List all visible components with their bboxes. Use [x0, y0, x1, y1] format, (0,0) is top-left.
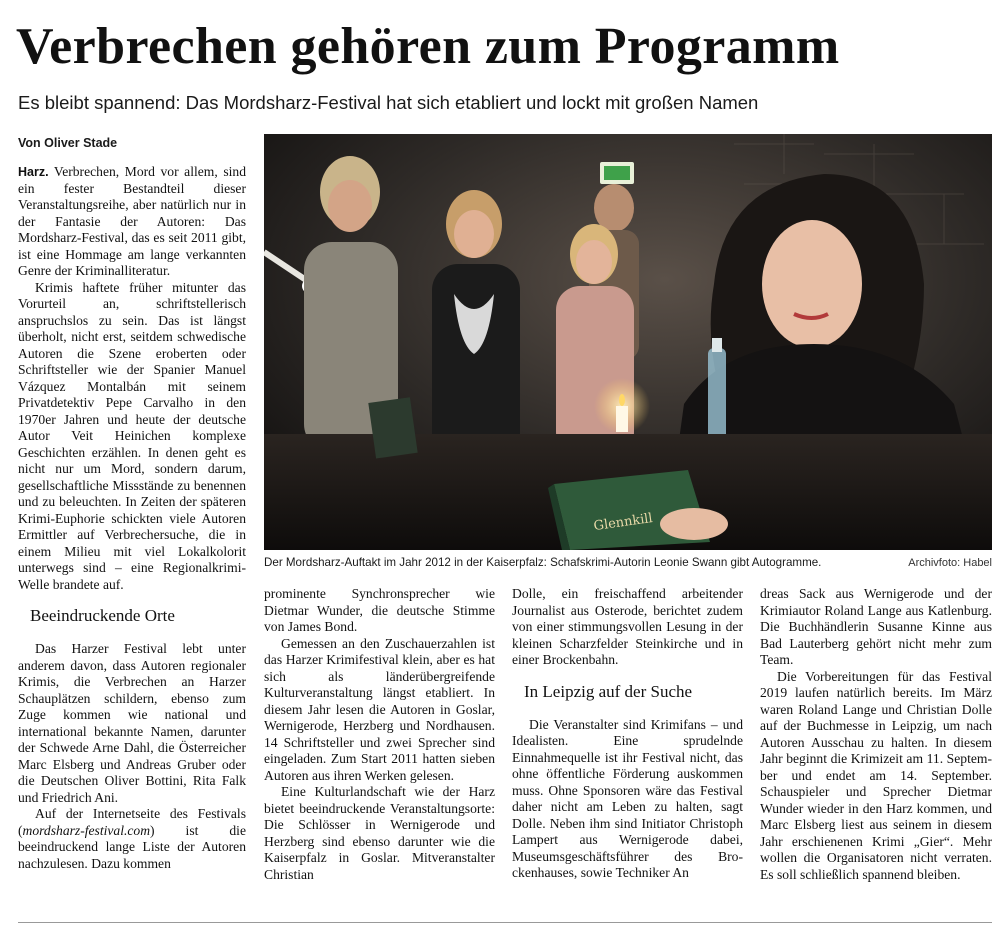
paragraph: Eine Kulturlandschaft wie der Harz bietet beeindruckende Veranstaltungsorte: Die Schlösser in Wernigerode und Herzberg sind ebenso darunter wie die Kaiserpfalz in Goslar. Mitveranstalter Christian — [264, 784, 495, 882]
candle-icon — [594, 378, 650, 434]
photo-illustration — [264, 134, 992, 550]
text-column-3 — [512, 586, 743, 882]
bottle-icon — [708, 338, 726, 448]
article-photo — [264, 134, 992, 550]
website-reference: mordsharz-festival.com — [22, 822, 151, 838]
text-column-1 — [18, 164, 246, 872]
byline: Von Oliver Stade — [18, 136, 118, 150]
paragraph — [18, 806, 246, 872]
book-title: Glennkill — [592, 511, 654, 535]
paragraph: Das Harzer Festival lebt unter anderem davon, dass Autoren regionaler Krimis, die Verbrechen an Harzer Schauplätzen schildern, ebenso zum Zuge kommen wie national und international bekannte Namen, darunter der Schwede Arne Dahl, die Österreicher Marc Elsberg und Andreas Gruber oder die Deutschen Oliver Bottini, Rita Falk und Friedrich Ani. — [18, 641, 246, 805]
paragraph: Die Vorbereitungen für das Festival 2019 laufen natürlich bereits. Im März waren Roland Lange und Christian Dolle auf der Buchmesse in Leipzig, um nach Autoren Ausschau zu halten. In diesem Jahr beginnt die Krimizeit am 11. September und endet am 14. September. Schauspieler und Sprecher Dietmar Wunder wieder in den Harz kommen, und Marc Elsberg liest aus seinem in diesem Jahr erschienenen Krimi „Gier“. Mehr wollen die Organisatoren nicht verraten. Es soll schließlich spannend bleiben. — [760, 668, 992, 882]
section-heading: Beeindruckende Orte — [30, 606, 175, 625]
photo-caption — [264, 554, 992, 572]
text-column-4 — [760, 586, 992, 883]
paragraph-text: ) ist die beeindruckend lange Liste der Autoren nachzulesen. Dazu kommen — [18, 822, 246, 871]
section-heading: In Leipzig auf der Suche — [524, 681, 693, 701]
dateline: Harz. — [18, 165, 49, 179]
paragraph-text: Auf der Internetseite des Festivals ( — [18, 806, 246, 838]
paragraph: dreas Sack aus Wernigerode und der Krimiautor Roland Lange aus Katlenburg. Die Buchhändlerin Susanne Kinne aus Bad Lauterberg gehört nicht mehr zum Team. — [760, 586, 992, 667]
paragraph-text: Verbrechen, Mord vor allem, sind ein fester Bestandteil dieser Veranstaltungsreihe, aber natürlich nur in der Fantasie der Autoren: Das Mordsharz-Festival, das es seit 2011 gibt, ist eine Hommage am lange verkannten Genre der Kriminalliteratur. — [18, 164, 246, 278]
paragraph: prominente Synchronsprecher wie Dietmar Wunder, die deutsche Stimme von James Bond. — [264, 586, 495, 634]
bottom-rule — [18, 922, 992, 923]
subheadline: Es bleibt spannend: Das Mordsharz-Festival hat sich etabliert und lockt mit großen Namen — [18, 92, 759, 113]
text-column-2 — [264, 586, 495, 883]
paragraph: Die Veranstalter sind Krimifans – und Idealisten. Eine sprudelnde Einnahmequelle ist ihr Festival nicht, das ohne öffentliche Förderung auskommen muss. Ohne Sponsoren wäre das Festival daher nicht am Leben zu halten, sagt Dolle. Neben ihm sind Initiator Christoph Lampert aus Wernigerode dabei, Museumsgeschäftsführer des Brockenhauses, sowie Techniker An — [512, 716, 743, 880]
hand — [660, 508, 728, 540]
headline: Verbrechen gehören zum Programm — [16, 18, 840, 75]
paragraph: Gemessen an den Zuschauerzahlen ist das Harzer Krimifestival klein, aber es hat sich als länderübergreifende Kulturveranstaltung längst etabliert. In diesem Jahr lesen die Autoren in Goslar, Wernigerode, Herzberg und Nordhausen. 14 Schriftsteller und zwei Sprecher sind eingeladen. Zum Start 2011 hatten sieben Autoren aus ihren Werken gelesen. — [264, 635, 495, 783]
paragraph: Dolle, ein freischaffend arbeitender Journalist aus Osterode, berichtet zudem von einer stimmungsvollen Lesung in der kleinen Scharzfelder Steinkirche und in einer Brockenbahn. — [512, 586, 743, 667]
exit-sign-icon — [600, 162, 634, 184]
photo-credit: Archivfoto: Habel — [908, 557, 992, 569]
paragraph — [18, 164, 246, 280]
book-in-hand-icon — [368, 397, 417, 458]
caption-text: Der Mordsharz-Auftakt im Jahr 2012 in der Kaiserpfalz: Schafskrimi-Autorin Leonie Swann gibt Autogramme. — [264, 556, 822, 569]
paragraph: Krimis haftete früher mitunter das Vorurteil an, schriftstellerisch anspruchslos zu sein. Das ist längst überholt, nicht erst, seitdem schwedische Autoren die Szene eroberten oder Schriftsteller wie der Spanier Manuel Vázquez Montalbán mit seinem Privatdetektiv Pepe Carvalho in den 1970er Jahren und heute der deutsche Autor Veit Heinichen komplexe Geschichten erzählen. In denen geht es nicht nur um Mord, sondern darum, gesellschaftliche Missstände zu benennen und zu beleuchten. In Zeiten der späteren Krimi-Euphorie schickten viele Autoren Ermittler auf Verbrechersuche, die in einem Milieu mit viel Lokalkolorit unterwegs sind – eine Regionalkrimi-Welle brandete auf. — [18, 279, 246, 592]
